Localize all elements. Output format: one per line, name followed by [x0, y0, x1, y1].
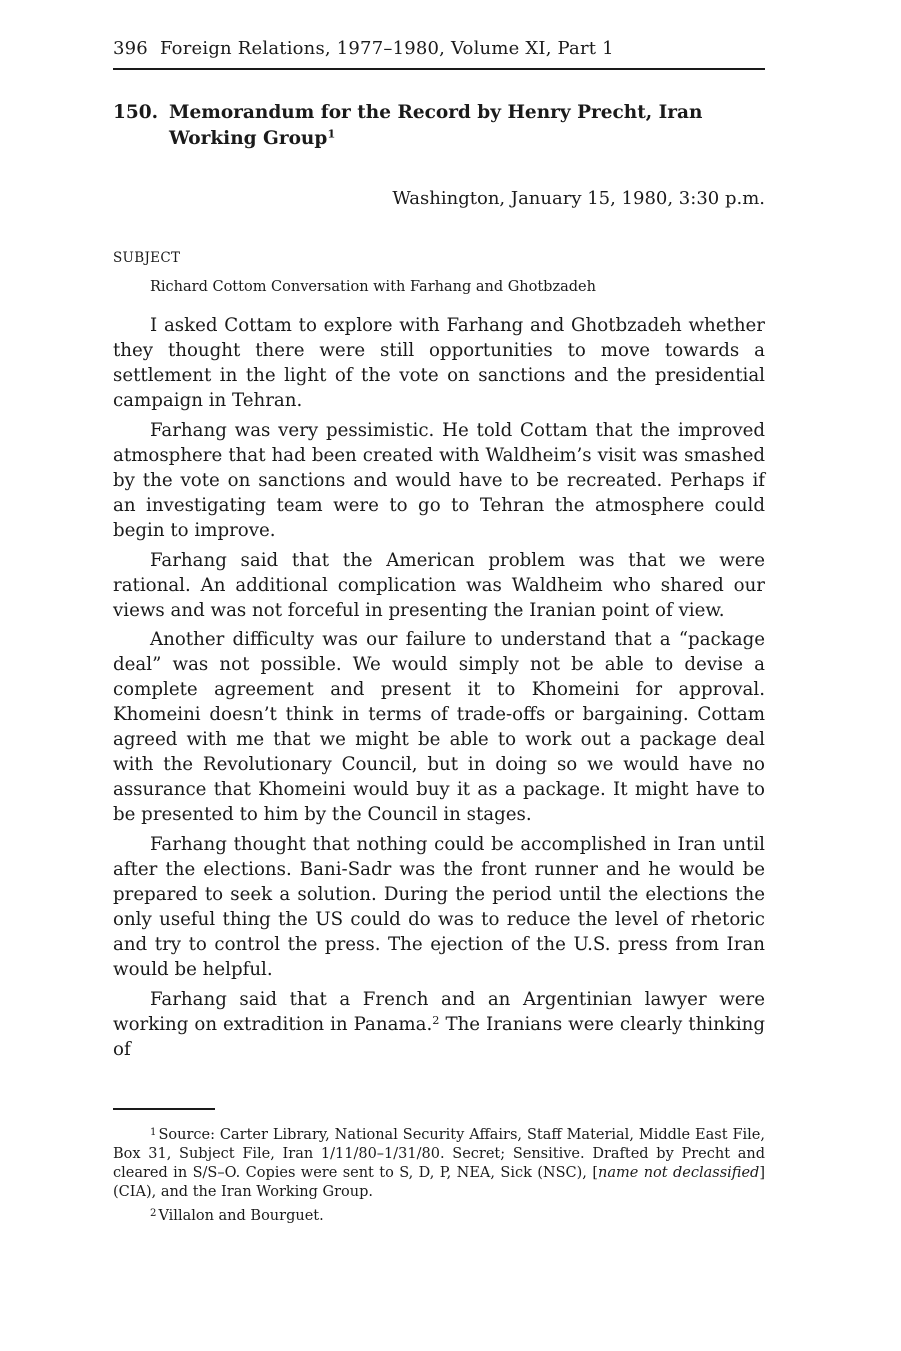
footnote-1-end: ] (CIA), and the Iran Working Group.	[113, 1165, 765, 1200]
paragraph-6-start: Farhang said that a French and an Argentinian lawyer were working on extradition in Panama.	[113, 988, 765, 1035]
paragraph-3: Farhang said that the American problem was that we were rational. An additional complication was Waldheim who shared our views and was not forceful in presenting the Iranian point of view.	[113, 549, 765, 621]
footnote-2-marker: 2	[150, 1207, 157, 1219]
dateline: Washington, January 15, 1980, 3:30 p.m.	[392, 188, 765, 209]
footnote-1	[113, 1126, 765, 1202]
footnotes	[113, 1126, 765, 1231]
footnote-ref-1[interactable]: 1	[327, 126, 336, 141]
paragraph-6	[113, 987, 765, 1062]
paragraph-6-end: The Iranians were clearly thinking of	[113, 1013, 766, 1060]
document-title: Memorandum for the Record by Henry Precht, Iran Working Group	[169, 102, 703, 149]
running-head	[113, 38, 765, 59]
footnote-2	[113, 1207, 765, 1226]
footnote-1-text: Source: Carter Library, National Security Affairs, Staff Material, Middle East File, Box 31, Subject File, Iran 1/11/80–1/31/80. Secret; Sensitive. Drafted by Precht and cleared in S/S–O. Copies were sent to S, D, P, NEA, Sick (NSC), [	[113, 1127, 765, 1181]
footnote-rule	[113, 1108, 215, 1110]
page-number: 396	[113, 38, 148, 59]
footnote-ref-2[interactable]: 2	[432, 1013, 440, 1027]
paragraph-2: Farhang was very pessimistic. He told Cottam that the improved atmosphere that had been created with Waldheim’s visit was smashed by the vote on sanctions and would have to be recreated. Perhaps if an investigating team were to go to Tehran the atmosphere could begin to improve.	[113, 419, 765, 541]
header-rule	[113, 68, 765, 70]
memo-body	[113, 313, 765, 1067]
paragraph-4: Another difficulty was our failure to understand that a “package deal” was not possible. We would simply not be able to devise a complete agreement and present it to Khomeini for approval. Khomeini doesn’t think in terms of trade-offs or bargaining. Cottam agreed with me that we might be able to work out a package deal with the Revolutionary Council, but in doing so we would have no assurance that Khomeini would buy it as a package. It might have to be presented to him by the Council in stages.	[113, 629, 765, 826]
document-heading	[113, 100, 765, 152]
paragraph-5: Farhang thought that nothing could be accomplished in Iran until after the elections. Bani-Sadr was the front runner and he would be prepared to seek a solution. During the period until the elections the only useful thing the US could do was to reduce the level of rhetoric and try to control the press. The ejection of the U.S. press from Iran would be helpful.	[113, 834, 765, 981]
footnote-1-marker: 1	[150, 1126, 157, 1138]
subject-label: SUBJECT	[113, 250, 181, 266]
footnote-1-italic: name not declassified	[597, 1165, 760, 1181]
paragraph-1: I asked Cottam to explore with Farhang and Ghotbzadeh whether they thought there were still opportunities to move towards a settlement in the light of the vote on sanctions and the presidential campaign in Tehran.	[113, 315, 765, 411]
running-head-title: Foreign Relations, 1977–1980, Volume XI, Part 1	[159, 38, 614, 59]
subject-text: Richard Cottom Conversation with Farhang and Ghotbzadeh	[150, 279, 596, 295]
document-number: 150.	[113, 102, 159, 123]
footnote-2-text: Villalon and Bourguet.	[158, 1208, 324, 1224]
